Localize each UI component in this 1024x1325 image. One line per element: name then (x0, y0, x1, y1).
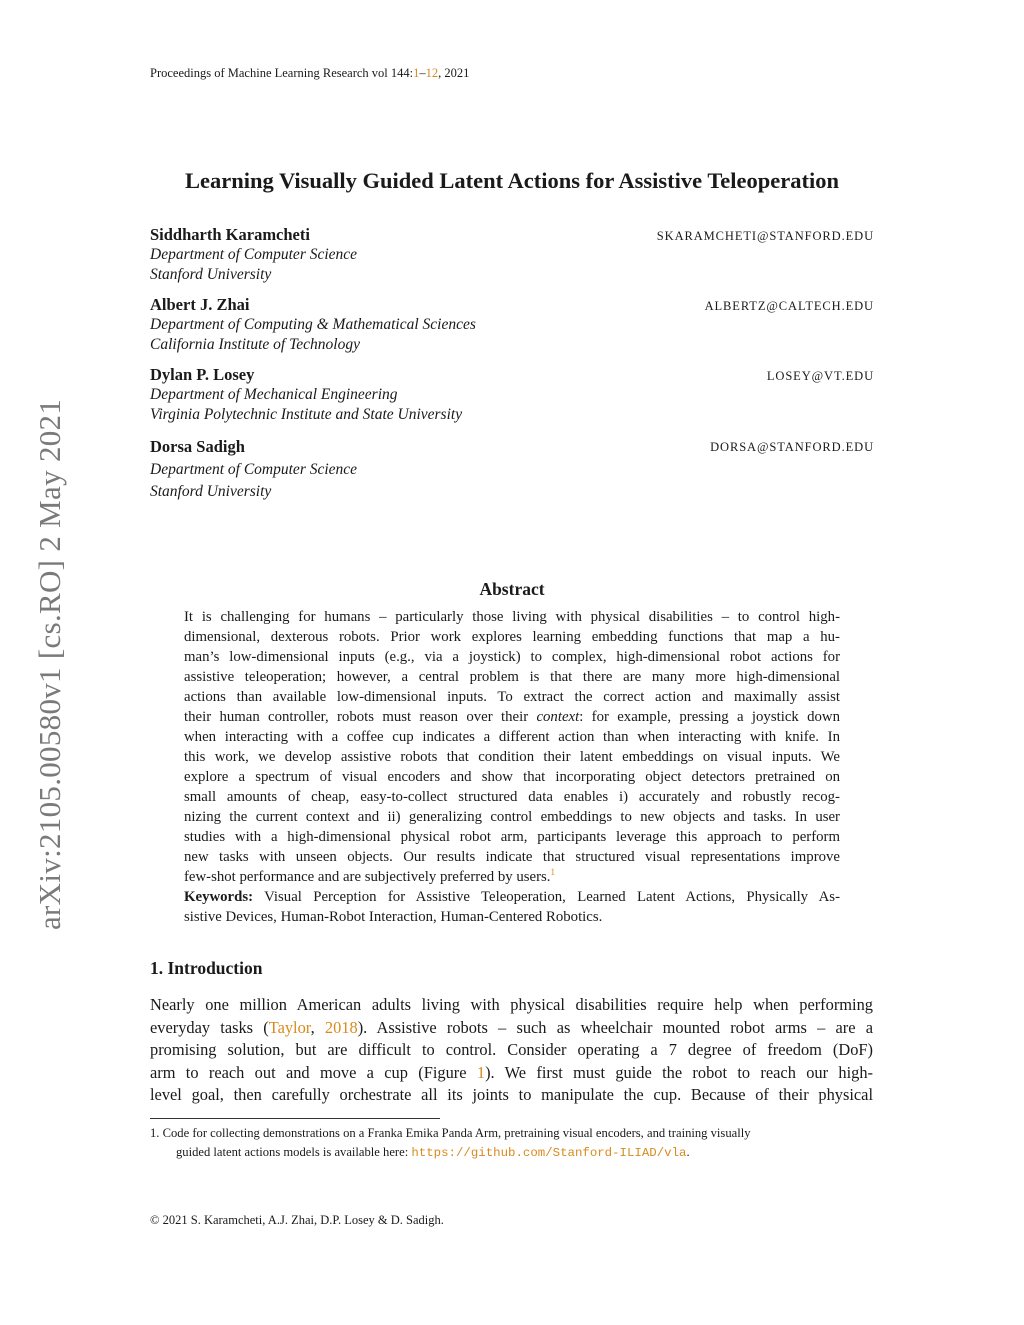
abstract-body (184, 607, 840, 927)
citation-author-link[interactable]: Taylor (268, 1017, 311, 1037)
footnote-rule (150, 1118, 440, 1119)
author-name: Siddharth Karamcheti (150, 225, 310, 244)
abstract-heading: Abstract (479, 579, 545, 599)
author-department: Department of Computer Science (150, 461, 358, 478)
author-department: Department of Computing & Mathematical Sciences (150, 316, 476, 333)
intro-line: level goal, then carefully orchestrate all its joints to manipulate the cup. Because of their physical (150, 1085, 873, 1104)
author-department: Department of Computer Science (150, 246, 358, 263)
abstract-line: explore a spectrum of visual encoders and show that incorporating object detectors pretrained on (184, 769, 840, 785)
intro-line: promising solution, but are difficult to control. Consider operating a 7 degree of freedom (DoF) (150, 1040, 873, 1059)
abstract-line: new tasks with unseen objects. Our results indicate that structured visual representations improve (184, 849, 840, 865)
abstract-line: studies with a high-dimensional physical robot arm, participants leverage this approach to perform (184, 829, 840, 845)
keywords-label: Keywords: (184, 889, 254, 905)
page-end-link[interactable]: 12 (425, 66, 439, 80)
abstract-line: this work, we develop assistive robots that condition their latent embeddings on visual inputs. We (184, 749, 840, 765)
section-heading-introduction: 1. Introduction (150, 958, 263, 978)
arxiv-stamp: arXiv:2105.00580v1 [cs.RO] 2 May 2021 (32, 398, 67, 930)
author-email[interactable]: DORSA@STANFORD.EDU (710, 440, 874, 454)
citation-year-link[interactable]: 2018 (324, 1017, 358, 1037)
abstract-line: dimensional, dexterous robots. Prior work explores learning embedding functions that map a hu- (184, 629, 840, 645)
author-name: Dorsa Sadigh (150, 437, 245, 456)
author-institution: California Institute of Technology (150, 336, 360, 353)
intro-line: everyday tasks (Taylor, 2018). Assistive robots – such as wheelchair mounted robot arms – are a (150, 1017, 873, 1037)
author-department: Department of Mechanical Engineering (150, 386, 398, 403)
author-name: Dylan P. Losey (150, 365, 255, 384)
footnote-line: guided latent actions models is available here: https://github.com/Stanford-ILIAD/vla. (176, 1145, 690, 1160)
abstract-line: small amounts of cheap, easy-to-collect structured data enables i) accurately and robustly recog- (184, 789, 840, 805)
copyright-notice: © 2021 S. Karamcheti, A.J. Zhai, D.P. Losey & D. Sadigh. (150, 1213, 444, 1227)
proceedings-header: Proceedings of Machine Learning Research vol 144:1–12, 2021 (150, 66, 470, 80)
abstract-line: nizing the current context and ii) generalizing control embeddings to new objects and tasks. In user (184, 809, 840, 825)
introduction-body (150, 994, 873, 1107)
abstract-line: their human controller, robots must reason over their context: for example, pressing a joystick down (184, 709, 840, 725)
github-url-link[interactable]: https://github.com/Stanford-ILIAD/vla (411, 1146, 687, 1160)
footnote-line: 1. Code for collecting demonstrations on a Franka Emika Panda Arm, pretraining visual encoders, and training visually (150, 1126, 751, 1140)
abstract-line: It is challenging for humans – particularly those living with physical disabilities – to control high- (184, 609, 840, 625)
author-email[interactable]: LOSEY@VT.EDU (766, 369, 874, 383)
footnote (150, 1124, 873, 1163)
abstract-line: man’s low-dimensional inputs (e.g., via a joystick) to complex, high-dimensional robot actions for (184, 649, 840, 665)
page-start-link[interactable]: 1 (413, 66, 420, 80)
abstract-line: when interacting with a coffee cup indicates a different action than when interacting with knife. In (184, 729, 840, 745)
figure-reference-link[interactable]: 1 (476, 1062, 486, 1082)
author-email[interactable]: ALBERTZ@CALTECH.EDU (704, 299, 874, 313)
footnote-marker-link[interactable]: 1 (550, 867, 555, 878)
context-emphasis: context (536, 709, 580, 725)
author-name: Albert J. Zhai (150, 295, 250, 314)
keywords-line: Keywords: Visual Perception for Assistive Teleoperation, Learned Latent Actions, Physically As- (184, 889, 840, 905)
abstract-line: few-shot performance and are subjectively preferred by users.$^1$ (184, 867, 555, 885)
author-institution: Stanford University (150, 266, 272, 283)
author-institution: Virginia Polytechnic Institute and State University (150, 406, 463, 423)
paper-title: Learning Visually Guided Latent Actions for Assistive Teleoperation (184, 168, 840, 193)
intro-line: Nearly one million American adults living with physical disabilities require help when performing (150, 995, 873, 1014)
keywords-line: sistive Devices, Human-Robot Interaction, Human-Centered Robotics. (184, 909, 603, 925)
author-email[interactable]: SKARAMCHETI@STANFORD.EDU (656, 229, 874, 243)
abstract-line: actions than available low-dimensional inputs. To extract the correct action and maximally assist (184, 689, 840, 705)
author-institution: Stanford University (150, 483, 272, 500)
intro-line: arm to reach out and move a cup (Figure 1). We first must guide the robot to reach our high- (150, 1062, 873, 1082)
abstract-line: assistive teleoperation; however, a central problem is that there are many more high-dimensional (184, 669, 840, 685)
